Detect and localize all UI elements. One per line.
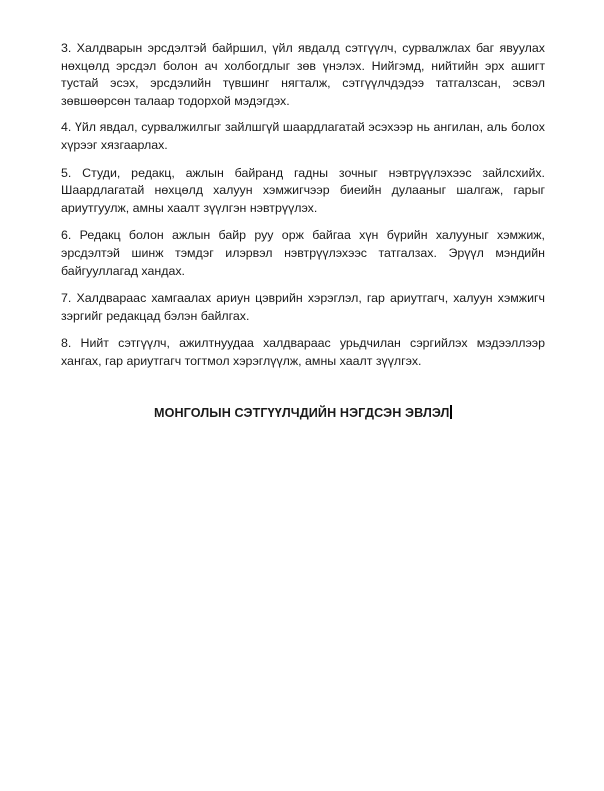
paragraph-3[interactable]: 3. Халдварын эрсдэлтэй байршил, үйл явдалд сэтгүүлч, сурвалжлах баг явуулах нөхцөлд эрсдэл болон ач холбогдлыг зөв үнэлэх. Нийгэмд, нийтийн эрх ашигт тустай эсэх, эрсдэлийн түвшинг нягталж, сэтгүүлчдэдээ татгалзсан, эсвэл зөвшөөрсөн талаар тодорхой мэдэгдэх. — [61, 41, 545, 108]
signature-line[interactable] — [61, 404, 545, 422]
document-body — [61, 40, 545, 420]
paragraph-6[interactable]: 6. Редакц болон ажлын байр руу орж байгаа хүн бүрийн халууныг хэмжиж, эрсдэлтэй шинж тэмдэг илэрвэл нэвтрүүлэхээс татгалзах. Эрүүл мэндийн байгууллагад хандах. — [61, 228, 545, 278]
paragraph-5[interactable]: 5. Студи, редакц, ажлын байранд гадны зочныг нэвтрүүлэхээс зайлсхийх. Шаардлагатай нөхцөлд халуун хэмжигчээр биеийн дулааныг шалгаж, гарыг ариутгуулж, амны хаалт зүүлгэн нэвтрүүлэх. — [61, 165, 545, 215]
signature-text[interactable]: МОНГОЛЫН СЭТГҮҮЛЧДИЙН НЭГДСЭН ЭВЛЭЛ — [154, 406, 450, 420]
paragraph-4[interactable]: 4. Үйл явдал, сурвалжилгыг зайлшгүй шаардлагатай эсэхээр нь ангилан, аль болох хүрээг хязгаарлах. — [61, 120, 545, 152]
text-cursor — [450, 405, 452, 419]
paragraph-7[interactable]: 7. Халдвараас хамгаалах ариун цэврийн хэрэглэл, гар ариутгагч, халуун хэмжигч зэргийг редакцад бэлэн байлгах. — [61, 291, 545, 323]
paragraph-8[interactable]: 8. Нийт сэтгүүлч, ажилтнуудаа халдвараас урьдчилан сэргийлэх мэдээллээр хангах, гар ариутгагч тогтмол хэрэглүүлж, амны хаалт зүүлгэх. — [61, 336, 545, 368]
